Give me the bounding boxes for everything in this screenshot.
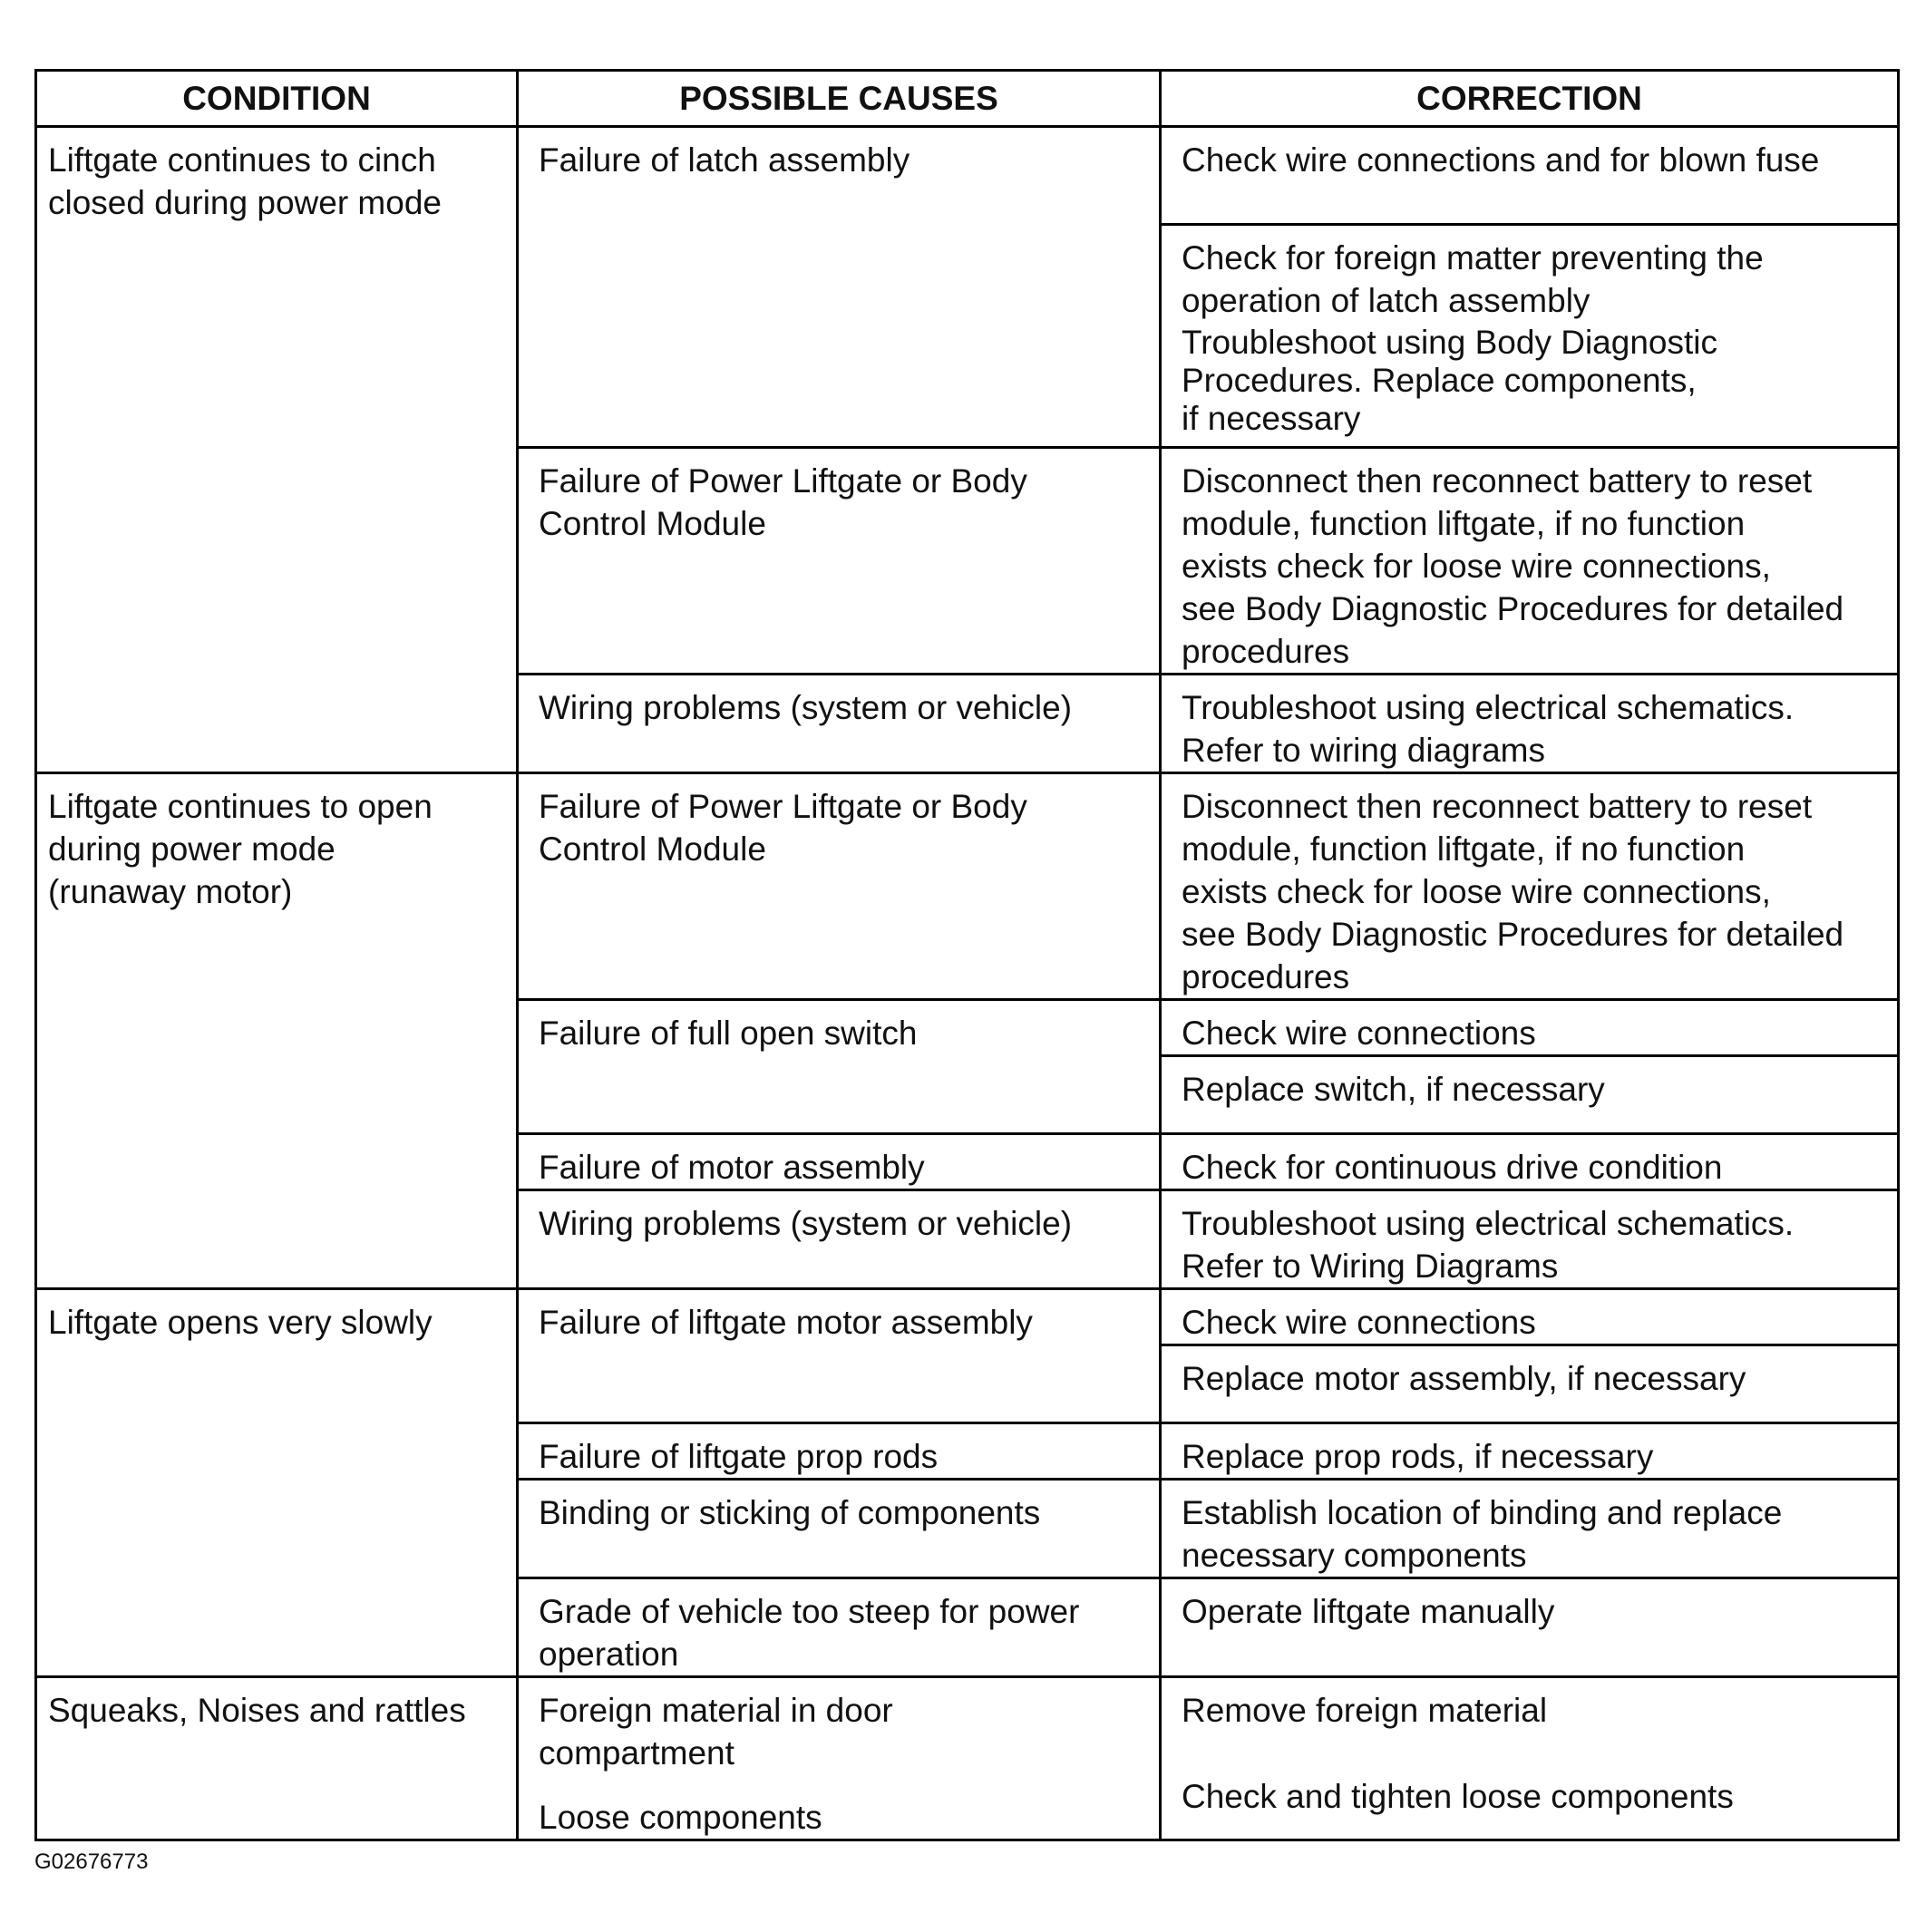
text-line: Failure of liftgate prop rods (539, 1438, 939, 1475)
text-line: Binding or sticking of components (539, 1494, 1041, 1531)
correction-cell (1161, 1345, 1899, 1423)
text-line: see Body Diagnostic Procedures for detailed (1182, 916, 1844, 953)
correction-cell (1161, 1134, 1899, 1190)
text-line: Refer to Wiring Diagrams (1182, 1248, 1559, 1285)
text-line: Replace prop rods, if necessary (1182, 1438, 1654, 1475)
cause-cell (518, 1289, 1161, 1423)
text-line: Foreign material in door (539, 1692, 893, 1729)
cause-cell (518, 1000, 1161, 1134)
text-line: Wiring problems (system or vehicle) (539, 1205, 1073, 1242)
correction-cell (1161, 1000, 1899, 1056)
text-line: Disconnect then reconnect battery to reset (1182, 462, 1813, 500)
text-line: Check wire connections (1182, 1304, 1536, 1341)
text-line: Replace switch, if necessary (1182, 1071, 1605, 1108)
text-line: exists check for loose wire connections, (1182, 548, 1771, 585)
table-row (36, 127, 1899, 225)
text-line: Check and tighten loose components (1182, 1778, 1734, 1815)
text-line (1182, 1753, 1888, 1775)
text-line: Failure of motor assembly (539, 1149, 925, 1186)
correction-cell (1161, 1578, 1899, 1677)
correction-cell (1161, 1423, 1899, 1480)
correction-cell (1161, 225, 1899, 448)
text-line (539, 1774, 1150, 1796)
cause-cell (518, 773, 1161, 1000)
text-line: Failure of Power Liftgate or Body (539, 462, 1027, 500)
text-line: Replace motor assembly, if necessary (1182, 1360, 1746, 1397)
text-line (1182, 1732, 1888, 1753)
text-line: Establish location of binding and replace (1182, 1494, 1783, 1531)
correction-cell (1161, 1480, 1899, 1578)
text-line: Wiring problems (system or vehicle) (539, 689, 1073, 726)
text-line: Failure of full open switch (539, 1015, 918, 1052)
troubleshooting-table (34, 69, 1900, 1841)
text-line: if necessary (1182, 400, 1361, 437)
text-line: Remove foreign material (1182, 1692, 1548, 1729)
condition-cell (36, 127, 518, 773)
cause-cell (518, 1423, 1161, 1480)
text-line: module, function liftgate, if no function (1182, 505, 1746, 542)
text-line: during power mode (48, 830, 336, 868)
correction-cell (1161, 127, 1899, 225)
text-line: Check for continuous drive condition (1182, 1149, 1723, 1186)
text-line: Grade of vehicle too steep for power (539, 1593, 1080, 1630)
correction-cell (1161, 1677, 1899, 1840)
figure-id: G02676773 (34, 1849, 149, 1874)
table-row (36, 1677, 1899, 1840)
header-correction: CORRECTION (1161, 71, 1899, 127)
text-line: Refer to wiring diagrams (1182, 732, 1545, 769)
table-row (36, 773, 1899, 1000)
text-line: Operate liftgate manually (1182, 1593, 1555, 1630)
text-line: Failure of liftgate motor assembly (539, 1304, 1033, 1341)
table-row (36, 1289, 1899, 1345)
text-line: Procedures. Replace components, (1182, 362, 1697, 399)
cause-cell (518, 1190, 1161, 1289)
text-line: Failure of Power Liftgate or Body (539, 788, 1027, 825)
text-line: Liftgate continues to open (48, 788, 433, 825)
text-line: (runaway motor) (48, 873, 293, 910)
correction-cell (1161, 448, 1899, 675)
cause-cell (518, 448, 1161, 675)
correction-cell (1161, 1190, 1899, 1289)
text-line: procedures (1182, 958, 1350, 995)
text-line: see Body Diagnostic Procedures for detailed (1182, 590, 1844, 627)
text-line: Check for foreign matter preventing the (1182, 239, 1764, 277)
correction-cell (1161, 773, 1899, 1000)
cause-cell (518, 675, 1161, 773)
correction-cell (1161, 675, 1899, 773)
cause-cell (518, 1480, 1161, 1578)
text-line: compartment (539, 1734, 734, 1772)
text-line: Troubleshoot using Body Diagnostic (1182, 324, 1717, 361)
text-line: Loose components (539, 1799, 822, 1836)
text-line: Control Module (539, 505, 766, 542)
text-line: operation (539, 1636, 679, 1673)
cause-cell (518, 1134, 1161, 1190)
correction-cell (1161, 1056, 1899, 1134)
text-line: necessary components (1182, 1537, 1527, 1574)
correction-cell (1161, 1289, 1899, 1345)
condition-cell (36, 1289, 518, 1677)
text-line: Liftgate opens very slowly (48, 1304, 433, 1341)
header-row (36, 71, 1899, 127)
text-line: operation of latch assembly (1182, 282, 1590, 319)
condition-cell (36, 1677, 518, 1840)
text-line: Check wire connections and for blown fuse (1182, 141, 1820, 179)
text-line: exists check for loose wire connections, (1182, 873, 1771, 910)
header-condition: CONDITION (36, 71, 518, 127)
header-possible-causes: POSSIBLE CAUSES (518, 71, 1161, 127)
text-line: procedures (1182, 633, 1350, 670)
text-line: Control Module (539, 830, 766, 868)
text-line: closed during power mode (48, 184, 442, 221)
text-line: module, function liftgate, if no function (1182, 830, 1746, 868)
condition-cell (36, 773, 518, 1289)
text-line: Troubleshoot using electrical schematics. (1182, 1205, 1795, 1242)
text-line: Failure of latch assembly (539, 141, 910, 179)
text-line: Check wire connections (1182, 1015, 1536, 1052)
text-line: Troubleshoot using electrical schematics. (1182, 689, 1795, 726)
cause-cell (518, 1677, 1161, 1840)
cause-cell (518, 127, 1161, 448)
cause-cell (518, 1578, 1161, 1677)
text-line: Squeaks, Noises and rattles (48, 1692, 466, 1729)
text-line: Liftgate continues to cinch (48, 141, 436, 179)
text-line: Disconnect then reconnect battery to reset (1182, 788, 1813, 825)
